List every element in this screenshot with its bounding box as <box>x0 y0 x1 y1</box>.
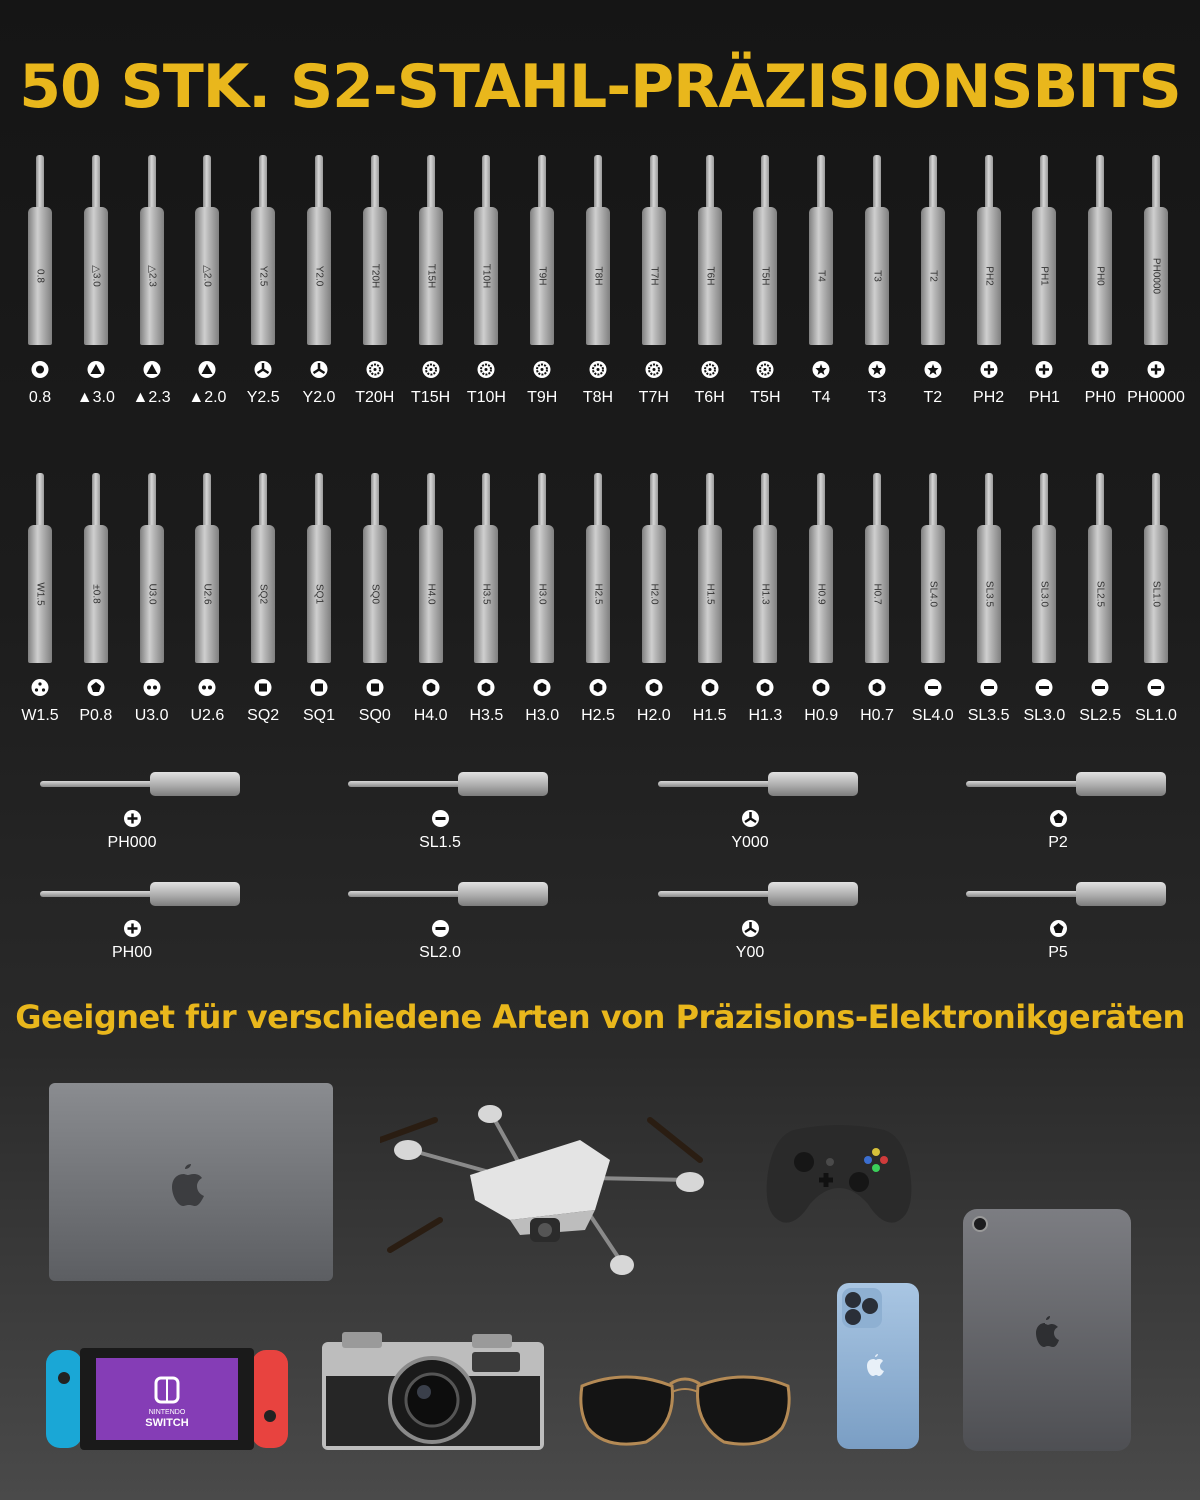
bit-u3.0 <box>124 473 180 773</box>
bit-engraving: H0.9 <box>815 583 827 605</box>
bit-engraving: H0.7 <box>871 583 883 605</box>
bit-label: H2.5 <box>581 707 615 724</box>
bit-tip <box>761 155 769 215</box>
bit-sl4.0 <box>905 473 961 773</box>
bit-h2.0 <box>626 473 682 773</box>
bit-sl3.5 <box>961 473 1017 773</box>
tri-wing-icon <box>742 810 759 827</box>
bit-label: H2.0 <box>636 707 671 724</box>
bit-2.3 <box>124 155 180 455</box>
bit-engraving: Y2.0 <box>313 265 325 287</box>
torx-icon <box>869 361 886 378</box>
bit-3.0 <box>68 155 124 455</box>
slotted-icon <box>1036 679 1053 696</box>
bit-h3.0 <box>514 473 570 773</box>
tri-wing-icon <box>311 361 328 378</box>
screwdriver-ph000 <box>40 772 260 862</box>
bit-label: H0.9 <box>804 707 839 724</box>
screwdriver-tip <box>966 891 1086 897</box>
bit-tip <box>36 155 44 215</box>
bit-sl3.0 <box>1016 473 1072 773</box>
tri-point-icon <box>32 679 49 696</box>
bit-t9h <box>514 155 570 455</box>
bit-tip <box>650 473 658 533</box>
screwdriver-ph00 <box>40 882 260 972</box>
hex-icon <box>422 679 439 696</box>
bit-engraving: T20H <box>369 263 381 289</box>
slotted-icon <box>1092 679 1109 696</box>
torx-h-icon <box>366 361 383 378</box>
screwdriver-tip <box>966 781 1086 787</box>
hex-icon <box>701 679 718 696</box>
bit-label: SQ2 <box>247 707 280 724</box>
torx-h-icon <box>757 361 774 378</box>
bit-tip <box>594 155 602 215</box>
screwdriver-sl2.0 <box>348 882 568 972</box>
bit-engraving: Y2.5 <box>257 265 269 287</box>
bits-row-2 <box>0 473 1200 733</box>
phillips-icon <box>124 920 141 937</box>
bit-engraving: H2.5 <box>592 583 604 605</box>
console-logo-line2: SWITCH <box>145 1417 189 1429</box>
bit-t7h <box>626 155 682 455</box>
bit-label: T10H <box>466 389 506 406</box>
game-controller-image <box>764 1122 914 1231</box>
bit-label: ▲3.0 <box>76 389 115 406</box>
hex-icon <box>645 679 662 696</box>
screwdriver-tip <box>658 891 778 897</box>
bit-engraving: U2.6 <box>201 583 213 605</box>
screwdriver-label: P5 <box>1048 944 1068 961</box>
bit-t15h <box>403 155 459 455</box>
torx-h-icon <box>422 361 439 378</box>
screwdriver-label: PH00 <box>111 944 153 961</box>
hex-icon <box>757 679 774 696</box>
screwdriver-y00 <box>658 882 878 972</box>
hex-icon <box>534 679 551 696</box>
screwdriver-handle <box>458 772 548 796</box>
bit-label: H0.7 <box>860 707 894 724</box>
bit-label: T4 <box>811 389 831 406</box>
bit-label: T9H <box>527 389 558 406</box>
bit-tip <box>1152 155 1160 215</box>
screwdriver-label: PH000 <box>107 834 157 851</box>
screwdriver-handle <box>458 882 548 906</box>
bit-sq2 <box>235 473 291 773</box>
screwdriver-tip <box>658 781 778 787</box>
bit-engraving: T4 <box>815 270 827 282</box>
bit-label: T6H <box>694 389 725 406</box>
screwdriver-handle <box>1076 772 1166 796</box>
bit-tip <box>985 473 993 533</box>
bit-tip <box>817 473 825 533</box>
bit-engraving: T15H <box>425 263 437 289</box>
bit-tip <box>315 155 323 215</box>
bit-h1.3 <box>737 473 793 773</box>
bit-h0.7 <box>849 473 905 773</box>
screwdriver-sl1.5 <box>348 772 568 862</box>
bit-tip <box>1040 155 1048 215</box>
square-icon <box>255 679 272 696</box>
bit-t8h <box>570 155 626 455</box>
bit-label: ▲2.3 <box>132 389 171 406</box>
u-type-icon <box>143 679 160 696</box>
bit-label: H1.3 <box>748 707 783 724</box>
bit-label: SQ0 <box>358 707 391 724</box>
phillips-icon <box>124 810 141 827</box>
bit-tip <box>482 473 490 533</box>
bit-tip <box>148 473 156 533</box>
bit-tip <box>929 473 937 533</box>
bit-engraving: U3.0 <box>146 583 158 605</box>
bit-tip <box>259 155 267 215</box>
bit-label: PH1 <box>1028 389 1060 406</box>
bit-w1.5 <box>12 473 68 773</box>
bit-tip <box>1040 473 1048 533</box>
bit-label: PH0 <box>1084 389 1116 406</box>
console-logo-line1: NINTENDO <box>148 1409 186 1416</box>
torx-h-icon <box>478 361 495 378</box>
screwdriver-label: Y00 <box>735 944 765 961</box>
bit-label: H3.0 <box>525 707 560 724</box>
screwdriver-tip <box>40 891 160 897</box>
screwdriver-tip <box>40 781 160 787</box>
hex-icon <box>869 679 886 696</box>
bit-engraving: △2.0 <box>201 265 213 287</box>
bit-engraving: T6H <box>704 266 716 286</box>
bit-label: H4.0 <box>413 707 448 724</box>
bit-label: ▲2.0 <box>188 389 227 406</box>
bit-label: H3.5 <box>469 707 504 724</box>
bit-t6h <box>682 155 738 455</box>
screwdriver-handle <box>150 882 240 906</box>
bit-tip <box>706 473 714 533</box>
bit-tip <box>203 473 211 533</box>
bit-engraving: H3.0 <box>536 583 548 605</box>
bit-engraving: 0.8 <box>34 269 46 283</box>
bit-label: SQ1 <box>302 707 336 724</box>
bit-engraving: SL4.0 <box>927 580 939 608</box>
bit-engraving: H1.5 <box>704 583 716 605</box>
pentalobe-0-icon <box>32 361 49 378</box>
bit-sl1.0 <box>1128 473 1184 773</box>
drone-image <box>380 1100 720 1295</box>
bit-y2.5 <box>235 155 291 455</box>
torx-h-icon <box>701 361 718 378</box>
bit-label: T15H <box>411 389 451 406</box>
bit-engraving: PH2 <box>983 266 995 286</box>
square-icon <box>311 679 328 696</box>
bit-y2.0 <box>291 155 347 455</box>
bit-tip <box>371 155 379 215</box>
torx-h-icon <box>590 361 607 378</box>
bit-tip <box>148 155 156 215</box>
page-title: 50 STK. S2-STAHL-PRÄZISIONSBITS <box>19 52 1181 122</box>
screwdriver-p5 <box>966 882 1186 972</box>
square-icon <box>366 679 383 696</box>
bit-h0.9 <box>793 473 849 773</box>
bit-engraving: T2 <box>927 270 939 282</box>
game-console-image <box>46 1348 288 1455</box>
bit-engraving: T10H <box>480 263 492 289</box>
hex-icon <box>813 679 830 696</box>
bit-sl2.5 <box>1072 473 1128 773</box>
subtitle: Geeignet für verschiedene Arten von Präzisions-Elektronikgeräten <box>15 998 1185 1036</box>
bit-tip <box>594 473 602 533</box>
hex-icon <box>590 679 607 696</box>
bit-t10h <box>458 155 514 455</box>
triangle-icon <box>87 361 104 378</box>
bit-h3.5 <box>458 473 514 773</box>
bit-ph0 <box>1072 155 1128 455</box>
bit-label: T20H <box>355 389 395 406</box>
triangle-icon <box>143 361 160 378</box>
bit-tip <box>761 473 769 533</box>
bit-label: T2 <box>923 389 943 406</box>
bit-tip <box>538 473 546 533</box>
screwdriver-handle <box>768 882 858 906</box>
torx-icon <box>924 361 941 378</box>
bit-t2 <box>905 155 961 455</box>
laptop-image <box>48 1082 334 1287</box>
bit-tip <box>259 473 267 533</box>
pentalobe-icon <box>87 679 104 696</box>
bit-2.0 <box>179 155 235 455</box>
bit-0.8 <box>12 155 68 455</box>
slotted-icon <box>1148 679 1165 696</box>
bit-h2.5 <box>570 473 626 773</box>
bit-tip <box>873 155 881 215</box>
hex-icon <box>478 679 495 696</box>
screwdriver-handle <box>1076 882 1166 906</box>
slotted-icon <box>432 810 449 827</box>
bit-engraving: SL3.0 <box>1038 580 1050 608</box>
bit-tip <box>203 155 211 215</box>
screwdriver-label: Y000 <box>731 834 769 851</box>
bit-label: H1.5 <box>692 707 727 724</box>
bit-sq0 <box>347 473 403 773</box>
bit-engraving: PH0000 <box>1150 257 1162 295</box>
phillips-icon <box>1148 361 1165 378</box>
tri-wing-icon <box>742 920 759 937</box>
bit-tip <box>92 473 100 533</box>
bit-tip <box>36 473 44 533</box>
bit-label: PH2 <box>973 389 1005 406</box>
slotted-icon <box>924 679 941 696</box>
phillips-icon <box>980 361 997 378</box>
torx-h-icon <box>534 361 551 378</box>
bit-engraving: T5H <box>759 266 771 286</box>
bit-engraving: PH1 <box>1038 266 1050 286</box>
bit-engraving: W1.5 <box>34 582 46 606</box>
pentalobe-icon <box>1050 810 1067 827</box>
bit-engraving: SL3.5 <box>983 580 995 608</box>
bit-tip <box>706 155 714 215</box>
phillips-icon <box>1036 361 1053 378</box>
bit-label: T5H <box>750 389 781 406</box>
camera-image <box>322 1328 544 1455</box>
bit-ph0000 <box>1128 155 1184 455</box>
bit-engraving: T3 <box>871 270 883 282</box>
bit-tip <box>873 473 881 533</box>
screwdriver-handle <box>150 772 240 796</box>
bit-tip <box>427 155 435 215</box>
bit-label: SL4.0 <box>911 707 954 724</box>
screwdriver-label: SL2.0 <box>419 944 461 961</box>
screwdriver-handle <box>768 772 858 796</box>
bit-tip <box>1152 473 1160 533</box>
bit-p0.8 <box>68 473 124 773</box>
u-type-icon <box>199 679 216 696</box>
bit-tip <box>817 155 825 215</box>
pentalobe-icon <box>1050 920 1067 937</box>
screwdriver-label: SL1.5 <box>419 834 461 851</box>
bit-tip <box>650 155 658 215</box>
screwdriver-tip <box>348 781 468 787</box>
bit-engraving: H4.0 <box>425 583 437 605</box>
bit-tip <box>482 155 490 215</box>
bit-label: SL3.0 <box>1023 707 1066 724</box>
torx-h-icon <box>645 361 662 378</box>
bit-t4 <box>793 155 849 455</box>
sunglasses-image <box>576 1364 794 1455</box>
bit-engraving: ±0.8 <box>90 584 102 604</box>
bit-engraving: △2.3 <box>146 265 158 287</box>
bit-label: Y2.5 <box>246 389 280 406</box>
bit-engraving: T9H <box>536 266 548 286</box>
screwdriver-y000 <box>658 772 878 862</box>
bit-label: SL2.5 <box>1079 707 1122 724</box>
bit-u2.6 <box>179 473 235 773</box>
triangle-icon <box>199 361 216 378</box>
bit-engraving: SL2.5 <box>1094 580 1106 608</box>
bit-tip <box>371 473 379 533</box>
bit-tip <box>1096 473 1104 533</box>
bit-tip <box>1096 155 1104 215</box>
bit-engraving: PH0 <box>1094 266 1106 286</box>
bit-engraving: H1.3 <box>759 583 771 605</box>
bit-t20h <box>347 155 403 455</box>
bit-h1.5 <box>682 473 738 773</box>
bit-sq1 <box>291 473 347 773</box>
bit-label: 0.8 <box>28 389 52 406</box>
bit-h4.0 <box>403 473 459 773</box>
bit-label: W1.5 <box>21 707 59 724</box>
phillips-icon <box>1092 361 1109 378</box>
bit-engraving: H2.0 <box>648 583 660 605</box>
screwdriver-tip <box>348 891 468 897</box>
bit-engraving: T8H <box>592 266 604 286</box>
bit-engraving: T7H <box>648 266 660 286</box>
bit-label: Y2.0 <box>302 389 336 406</box>
bit-label: U2.6 <box>190 707 225 724</box>
bit-label: SL1.0 <box>1135 707 1177 724</box>
bit-label: T8H <box>582 389 614 406</box>
bit-t5h <box>737 155 793 455</box>
slotted-icon <box>980 679 997 696</box>
bit-engraving: SQ1 <box>313 583 325 605</box>
bit-tip <box>427 473 435 533</box>
bit-tip <box>92 155 100 215</box>
bit-label: SL3.5 <box>967 707 1010 724</box>
bit-engraving: H3.5 <box>480 583 492 605</box>
bit-engraving: SL1.0 <box>1150 580 1162 608</box>
bit-ph2 <box>961 155 1017 455</box>
screwdriver-p2 <box>966 772 1186 862</box>
bits-row-1 <box>0 155 1200 415</box>
bit-tip <box>315 473 323 533</box>
torx-icon <box>813 361 830 378</box>
bit-tip <box>929 155 937 215</box>
bit-ph1 <box>1016 155 1072 455</box>
bit-label: T3 <box>867 389 887 406</box>
tablet-image <box>962 1208 1132 1457</box>
tri-wing-icon <box>255 361 272 378</box>
slotted-icon <box>432 920 449 937</box>
bit-label: P0.8 <box>79 707 113 724</box>
screwdriver-label: P2 <box>1048 834 1068 851</box>
bit-label: U3.0 <box>134 707 169 724</box>
bit-label: T7H <box>638 389 669 406</box>
bit-label: PH0000 <box>1127 389 1185 406</box>
bit-tip <box>538 155 546 215</box>
bit-engraving: △3.0 <box>90 265 102 287</box>
bit-engraving: SQ0 <box>369 583 381 605</box>
bit-engraving: SQ2 <box>257 583 269 605</box>
smartphone-image <box>836 1282 920 1455</box>
bit-tip <box>985 155 993 215</box>
bit-t3 <box>849 155 905 455</box>
